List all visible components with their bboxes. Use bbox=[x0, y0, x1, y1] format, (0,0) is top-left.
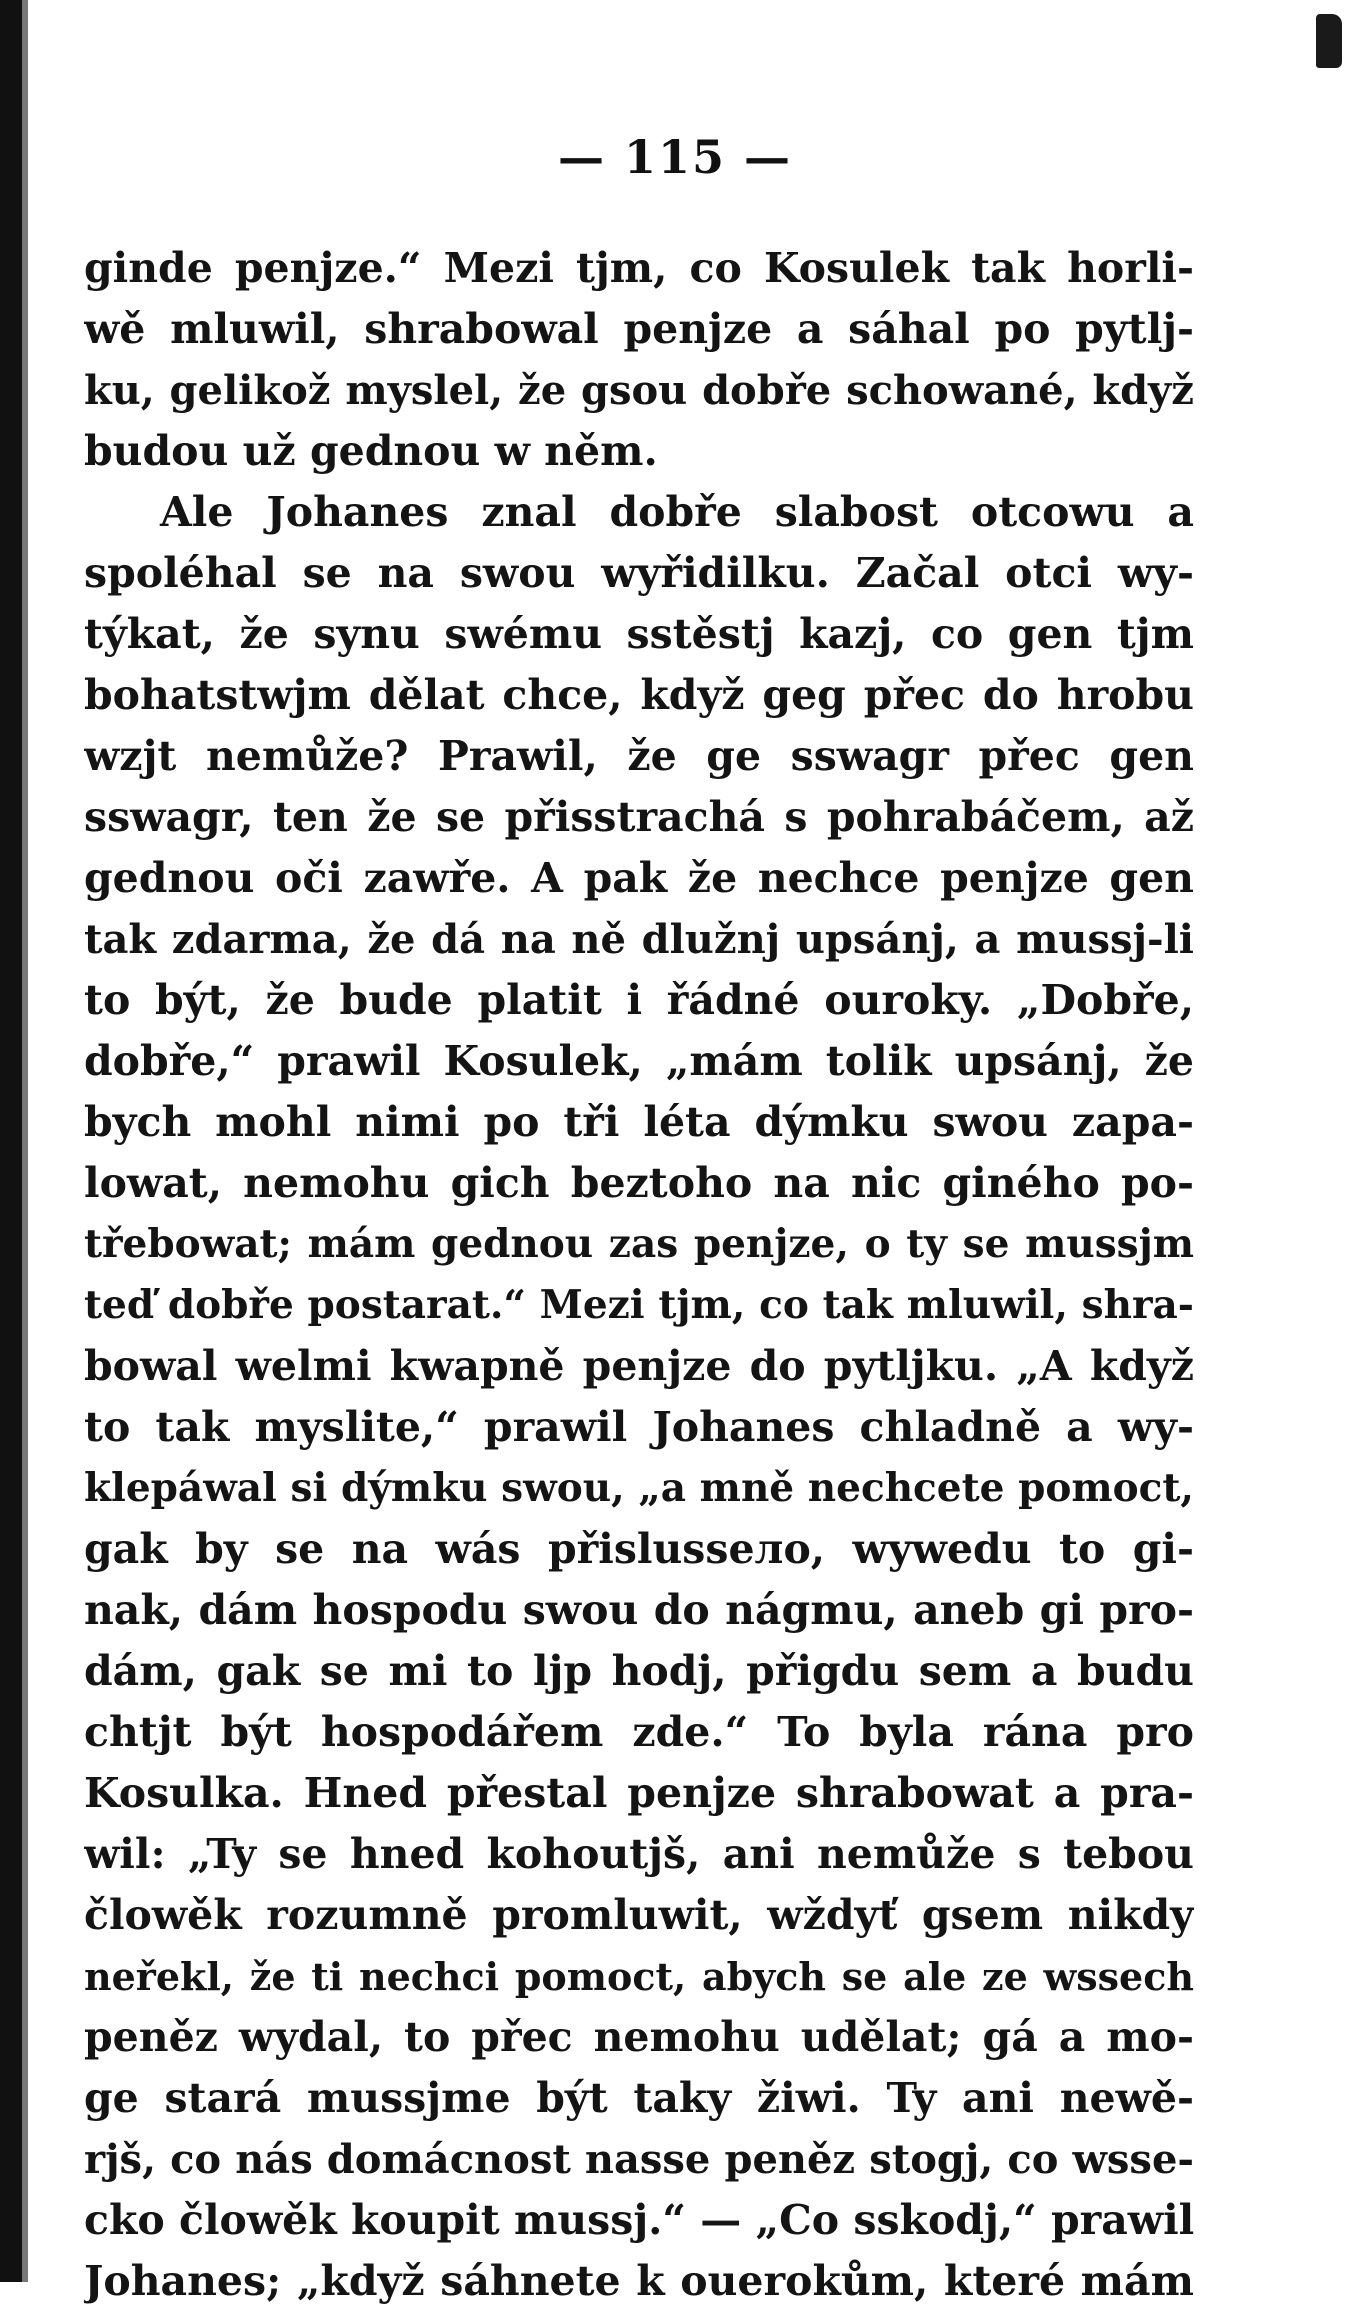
text-line: budou už gednou w něm. bbox=[84, 427, 658, 475]
text-line: neřekl, že ti nechci pomoct, abych se ale ze wssech bbox=[84, 1954, 1194, 1999]
text-line: cko člowěk koupit mussj.“ — „Co sskodj,“ prawil bbox=[84, 2196, 1194, 2244]
text-line: bohatstwjm dělat chce, když geg přec do hrobu bbox=[84, 671, 1194, 719]
text-line: Johanes; „když sáhnete k ouerokům, které mám bbox=[84, 2257, 1194, 2305]
text-line: klepáwal si dýmku swou, „a mně nechcete pomoct, bbox=[84, 1465, 1194, 1511]
scan-left-border-shadow bbox=[22, 0, 28, 2282]
text-line: týkat, že synu swému sstěstj kazj, co gen tjm bbox=[84, 610, 1194, 658]
text-line: dám, gak se mi to ljp hodj, přigdu sem a budu bbox=[84, 1647, 1194, 1695]
book-page bbox=[60, 0, 1290, 2305]
text-line: třebowat; mám gednou zas penjze, o ty se mussjm bbox=[84, 1221, 1194, 1267]
scan-left-border bbox=[0, 0, 22, 2282]
text-line: člowěk rozumně promluwit, wždyť gsem nikdy bbox=[84, 1891, 1194, 1939]
text-line: ginde penjze.“ Mezi tjm, co Kosulek tak horli- bbox=[84, 244, 1194, 292]
text-line: rjš, co nás domácnost nasse peněz stogj, co wsse- bbox=[84, 2136, 1194, 2183]
page-body-text bbox=[84, 238, 1194, 2312]
text-line: to být, že bude platit i řádné ouroky. „Dobře, bbox=[84, 976, 1194, 1024]
text-line: to tak myslite,“ prawil Johanes chladně a wy- bbox=[84, 1403, 1194, 1451]
text-line: tak zdarma, že dá na ně dlužnj upsánj, a mussj-li bbox=[84, 916, 1194, 963]
page-number: — 115 — bbox=[557, 130, 793, 184]
text-line: teď dobře postarat.“ Mezi tjm, co tak mluwil, shra- bbox=[84, 1282, 1194, 1328]
text-line: dobře,“ prawil Kosulek, „mám tolik upsánj, že bbox=[84, 1037, 1194, 1085]
text-line: Ale Johanes znal dobře slabost otcowu a bbox=[160, 488, 1194, 536]
text-line: chtjt být hospodářem zde.“ To byla rána pro bbox=[84, 1708, 1194, 1756]
text-line: lowat, nemohu gich beztoho na nic giného po- bbox=[84, 1159, 1194, 1207]
text-line: Kosulka. Hned přestal penjze shrabowat a pra- bbox=[84, 1769, 1194, 1817]
text-line: gak by se na wás přislussело, wywedu to gi- bbox=[84, 1525, 1194, 1573]
text-line: nak, dám hospodu swou do nágmu, aneb gi pro- bbox=[84, 1586, 1194, 1634]
text-line: wě mluwil, shrabowal penjze a sáhal po pytlj- bbox=[84, 305, 1194, 353]
text-line: gednou oči zawře. A pak že nechce penjze gen bbox=[84, 854, 1194, 902]
text-line: ku, gelikož myslel, že gsou dobře schowané, když bbox=[84, 367, 1194, 414]
text-line: wil: „Ty se hned kohoutjš, ani nemůže s tebou bbox=[84, 1830, 1194, 1878]
text-line: peněz wydal, to přec nemohu udělat; gá a mo- bbox=[84, 2013, 1194, 2061]
text-line: bych mohl nimi po tři léta dýmku swou zapa- bbox=[84, 1098, 1194, 1146]
scan-corner-mark bbox=[1316, 14, 1342, 68]
text-line: spoléhal se na swou wyřidilku. Začal otci wy- bbox=[84, 549, 1194, 597]
text-line: ge stará mussjme být taky žiwi. Ty ani newě- bbox=[84, 2074, 1194, 2122]
text-line: sswagr, ten že se přisstrachá s pohrabáčem, až bbox=[84, 793, 1194, 841]
text-line: bowal welmi kwapně penjze do pytljku. „A když bbox=[84, 1342, 1194, 1390]
text-line: wzjt nemůže? Prawil, že ge sswagr přec gen bbox=[84, 732, 1194, 780]
